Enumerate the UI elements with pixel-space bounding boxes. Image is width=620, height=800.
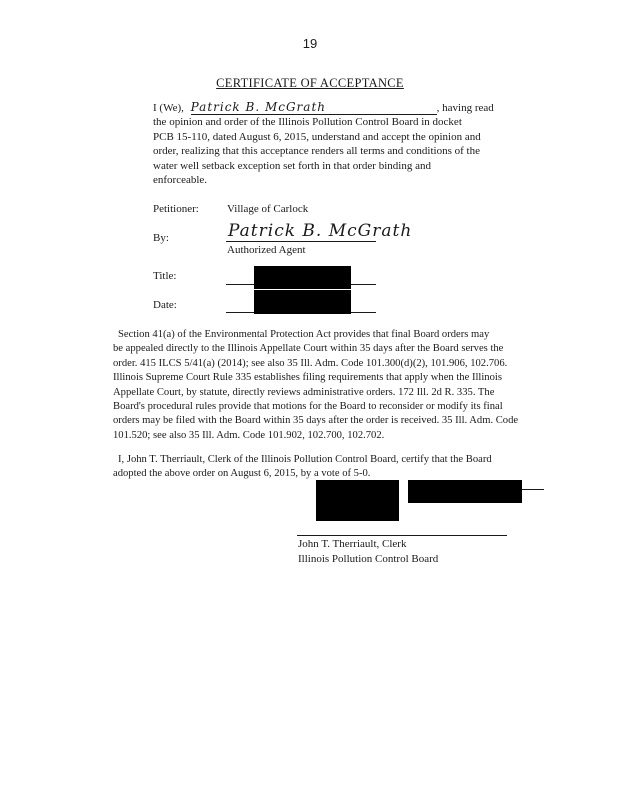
acceptance-line: order, realizing that this acceptance renders all terms and conditions of the [153, 145, 480, 158]
clerk-certification-paragraph [113, 453, 523, 482]
clerk-signature-stroke [522, 489, 544, 490]
certificate-title: CERTIFICATE OF ACCEPTANCE [216, 76, 404, 90]
by-label: By: [153, 232, 169, 244]
date-label: Date: [153, 299, 177, 311]
intro-prefix: I (We), [153, 102, 184, 114]
page-number: 19 [302, 36, 318, 51]
clerk-cert-line: adopted the above order on August 6, 2015, by a vote of 5-0. [113, 468, 371, 480]
appeal-line: be appealed directly to the Illinois Appellate Court within 35 days after the Board serves the [113, 343, 504, 355]
acceptance-line: enforceable. [153, 174, 208, 187]
acceptance-paragraph [153, 100, 523, 187]
clerk-signature-line [297, 535, 507, 536]
petitioner-signature: Patrick B. McGrath [228, 221, 413, 241]
acceptance-intro-line [153, 100, 523, 115]
appeal-line: order. 415 ILCS 5/41(a) (2014); see also 35 Ill. Adm. Code 101.300(d)(2), 101.906, 102.706. [113, 357, 508, 369]
clerk-organization: Illinois Pollution Control Board [298, 553, 439, 565]
appeal-line: Illinois Supreme Court Rule 335 establishes filing requirements that apply when the Illinois [113, 372, 502, 384]
intro-suffix: , having read [436, 102, 494, 114]
appeal-line: orders may be filed with the Board within 35 days after the order is received. 35 Ill. Adm. Code [113, 415, 519, 427]
acceptance-line: the opinion and order of the Illinois Pollution Control Board in docket [153, 116, 462, 129]
appeal-line: Section 41(a) of the Environmental Protection Act provides that final Board orders may [118, 329, 490, 340]
clerk-cert-line: I, John T. Therriault, Clerk of the Illinois Pollution Control Board, certify that the Board [118, 454, 492, 465]
clerk-signature-redaction [316, 480, 399, 521]
date-redaction [254, 290, 351, 314]
appeal-line: Appellate Court, by statute, directly reviews administrative orders. 172 Ill. 2d R. 335. The [113, 386, 495, 398]
petitioner-label: Petitioner: [153, 203, 199, 215]
clerk-seal-redaction [408, 480, 522, 503]
petitioner-value: Village of Carlock [227, 203, 309, 215]
title-label: Title: [153, 270, 177, 282]
acceptance-line: PCB 15-110, dated August 6, 2015, understand and accept the opinion and [153, 130, 481, 143]
appeal-rights-paragraph [113, 328, 523, 443]
appeal-line: Board's procedural rules provide that motions for the Board to reconsider or modify its final [113, 401, 503, 413]
signature-caption: Authorized Agent [227, 244, 306, 256]
signature-line [226, 241, 376, 242]
signer-name-handwritten: Patrick B. McGrath [191, 100, 437, 115]
acceptance-line: water well setback exception set forth in that order binding and [153, 159, 431, 172]
clerk-name: John T. Therriault, Clerk [298, 538, 407, 550]
appeal-line: 101.520; see also 35 Ill. Adm. Code 101.902, 102.700, 102.702. [113, 429, 385, 441]
title-redaction [254, 266, 351, 289]
